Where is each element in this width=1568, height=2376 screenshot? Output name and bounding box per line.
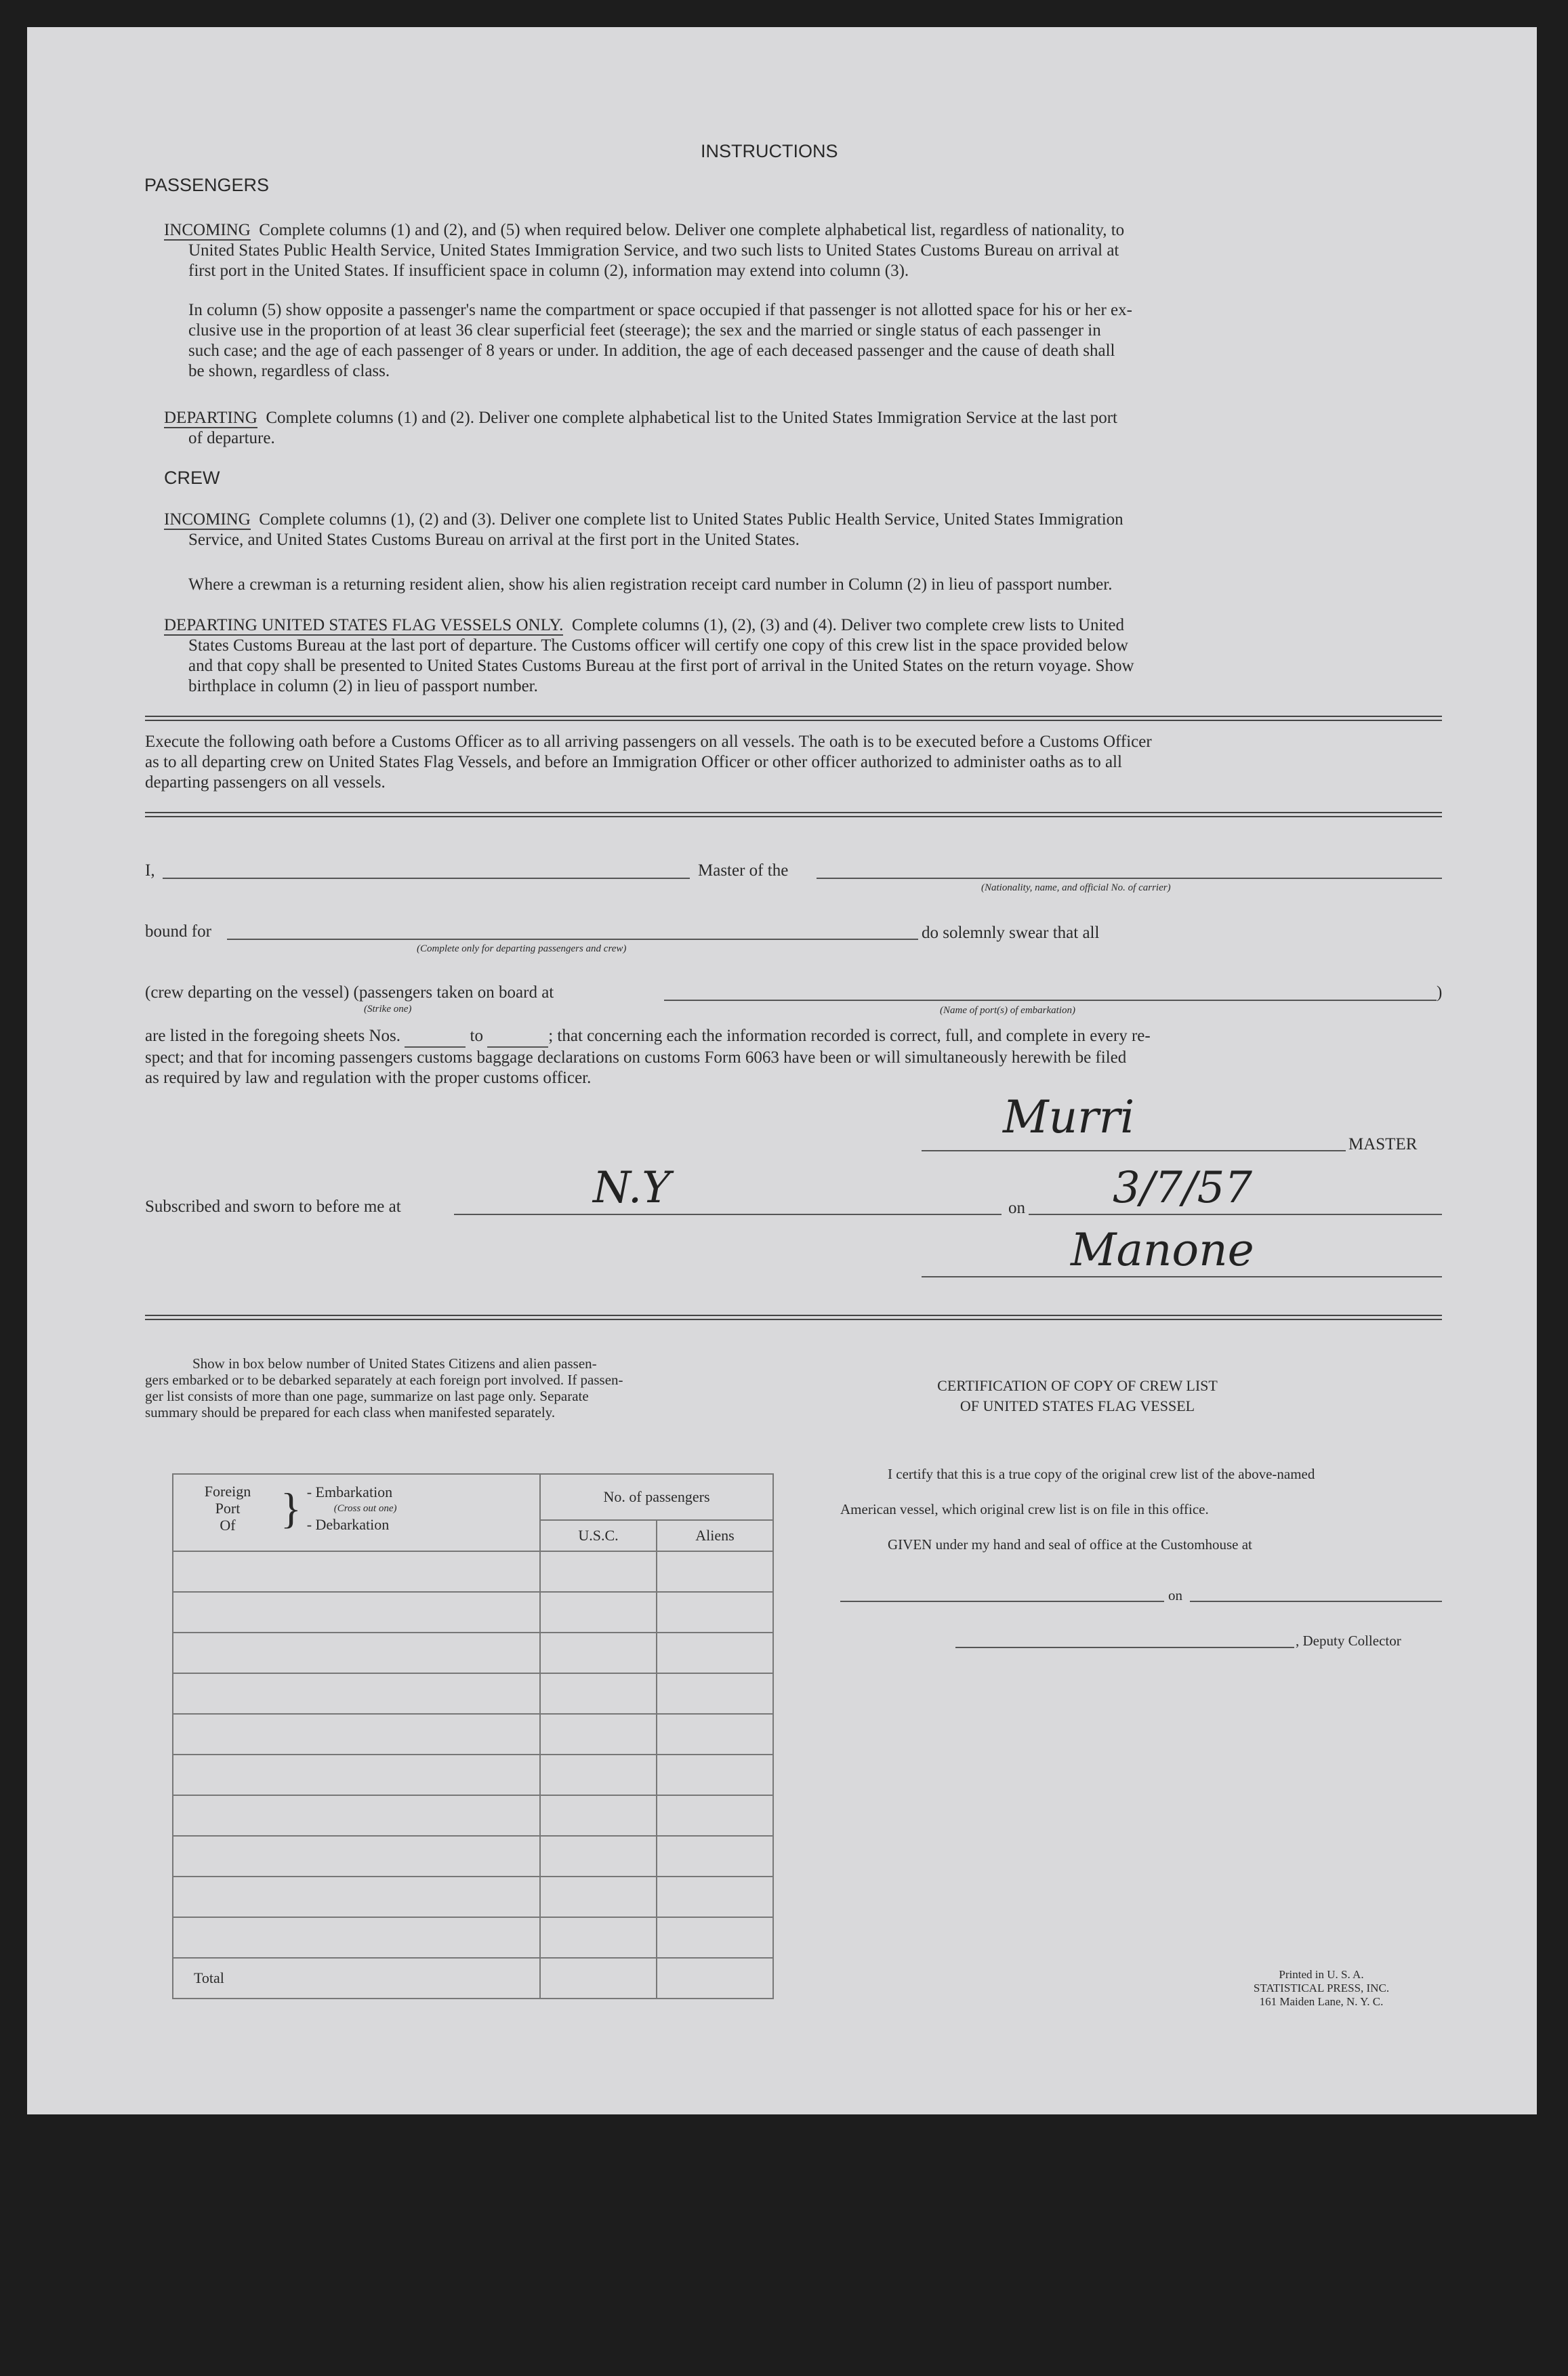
carrier-field[interactable] <box>817 878 1442 879</box>
port-cell[interactable] <box>173 1755 540 1795</box>
column5-block <box>188 300 1438 382</box>
port-cell[interactable] <box>173 1673 540 1714</box>
certification-line: American vessel, which original crew list is on file in this office. <box>840 1501 1209 1517</box>
oath-i: I, <box>145 861 155 880</box>
embarkation-port-field[interactable] <box>664 1000 1437 1001</box>
incoming-label: INCOMING <box>164 510 251 529</box>
usc-cell[interactable] <box>540 1836 657 1877</box>
usc-cell[interactable] <box>540 1551 657 1592</box>
cross-out-note: (Cross out one) <box>333 1502 397 1514</box>
deputy-signature-field[interactable] <box>955 1647 1294 1648</box>
table-row <box>173 1917 773 1958</box>
port-label: Port <box>215 1500 241 1517</box>
aliens-cell[interactable] <box>657 1877 773 1917</box>
swear-text: do solemnly swear that all <box>922 924 1100 942</box>
oath-to-label: to <box>470 1027 483 1045</box>
crew-incoming-line: Service, and United States Customs Bureau on arrival at the first port in the United States. <box>188 531 800 549</box>
usc-cell[interactable] <box>540 1795 657 1836</box>
printer-line: STATISTICAL PRESS, INC. <box>1253 1982 1390 1994</box>
oath-line: spect; and that for incoming passengers customs baggage declarations on customs Form 6063 have been or will simultaneously herewith be filed <box>145 1048 1127 1067</box>
passengers-departing-line: of departure. <box>188 429 275 447</box>
section-divider <box>145 1315 1442 1320</box>
passengers-incoming-line: United States Public Health Service, United States Immigration Service, and two such lists to United States Customs Bureau on arrival at <box>188 241 1119 260</box>
usc-cell[interactable] <box>540 1755 657 1795</box>
sworn-place-field[interactable] <box>454 1214 1002 1215</box>
departing-label: DEPARTING UNITED STATES FLAG VESSELS ONLY. <box>164 616 564 634</box>
column5-line: be shown, regardless of class. <box>188 362 390 380</box>
alien-note: Where a crewman is a returning resident alien, show his alien registration receipt card number in Column (2) in lieu of passport number. <box>188 575 1113 594</box>
customhouse-field[interactable] <box>840 1601 1164 1602</box>
strike-note: (Strike one) <box>364 1004 412 1015</box>
summary-note-line: ger list consists of more than one page, summarize on last page only. Separate <box>145 1388 589 1404</box>
port-cell[interactable] <box>173 1877 540 1917</box>
crew-incoming-line: Complete columns (1), (2) and (3). Deliver one complete list to United States Public Health Service, United States Immigration <box>259 510 1123 529</box>
officer-signature: Manone <box>1071 1224 1254 1276</box>
crew-heading: CREW <box>164 468 220 488</box>
summary-note-line: summary should be prepared for each class when manifested separately. <box>145 1404 556 1420</box>
crew-departing-line: Complete columns (1), (2), (3) and (4). Deliver two complete crew lists to United <box>571 616 1124 634</box>
table-row <box>173 1714 773 1755</box>
brace-symbol: } <box>281 1483 302 1532</box>
oath-body <box>145 1026 1442 1088</box>
port-cell[interactable] <box>173 1795 540 1836</box>
aliens-cell[interactable] <box>657 1795 773 1836</box>
passengers-incoming-line: Complete columns (1) and (2), and (5) when required below. Deliver one complete alphabetical list, regardless of nationality, to <box>259 221 1125 239</box>
usc-cell[interactable] <box>540 1917 657 1958</box>
table-total-row <box>173 1958 773 1999</box>
table-row <box>173 1592 773 1633</box>
oath-sheets-label: are listed in the foregoing sheets Nos. <box>145 1027 400 1045</box>
officer-signature-line <box>922 1276 1442 1277</box>
usc-cell[interactable] <box>540 1633 657 1673</box>
master-of-label: Master of the <box>698 861 789 880</box>
sworn-place-handwriting: N.Y <box>593 1163 671 1213</box>
sheet-from-field[interactable] <box>405 1026 466 1048</box>
aliens-cell[interactable] <box>657 1551 773 1592</box>
passengers-incoming-line: first port in the United States. If insufficient space in column (2), information may extend into column (3). <box>188 262 909 280</box>
usc-total-cell[interactable] <box>540 1958 657 1999</box>
oath-line: ; that concerning each the information recorded is correct, full, and complete in every re- <box>548 1027 1151 1045</box>
oath-intro <box>145 732 1442 793</box>
table-row <box>173 1795 773 1836</box>
aliens-cell[interactable] <box>657 1673 773 1714</box>
crew-departing-line: birthplace in column (2) in lieu of passport number. <box>188 677 538 695</box>
no-passengers-header: No. of passengers <box>540 1474 773 1520</box>
table-row <box>173 1836 773 1877</box>
master-name-field[interactable] <box>163 878 690 879</box>
certification-block <box>840 1376 1450 1416</box>
bound-for-field[interactable] <box>227 939 918 940</box>
aliens-cell[interactable] <box>657 1755 773 1795</box>
column5-line: such case; and the age of each passenger of 8 years or under. In addition, the age of each deceased passenger and the cause of death shall <box>188 342 1115 360</box>
summary-note-line: Show in box below number of United States Citizens and alien passen- <box>192 1355 597 1372</box>
foreign-port-label <box>180 1483 275 1534</box>
section-divider <box>145 716 1442 721</box>
debarkation-label[interactable]: - Debarkation <box>306 1515 390 1533</box>
port-cell[interactable] <box>173 1551 540 1592</box>
printer-imprint <box>1220 1968 1423 2009</box>
close-paren: ) <box>1437 983 1443 1002</box>
crew-departing-line: States Customs Bureau at the last port of departure. The Customs officer will certify one copy of this crew list in the space provided below <box>188 636 1128 655</box>
on-label: on <box>1008 1199 1025 1217</box>
column5-line: clusive use in the proportion of at least 36 clear superficial feet (steerage); the sex and the married or single status of each passenger in <box>188 321 1101 340</box>
usc-header: U.S.C. <box>540 1520 657 1551</box>
crew-departing-line: and that copy shall be presented to United States Customs Bureau at the first port of arrival in the United States on the return voyage. Show <box>188 657 1134 675</box>
certification-date-field[interactable] <box>1190 1601 1442 1602</box>
embark-debark-options <box>307 1484 397 1533</box>
departing-label: DEPARTING <box>164 409 257 427</box>
usc-cell[interactable] <box>540 1673 657 1714</box>
aliens-cell[interactable] <box>657 1917 773 1958</box>
oath-intro-line: departing passengers on all vessels. <box>145 773 386 792</box>
oath-line: as required by law and regulation with the proper customs officer. <box>145 1069 592 1087</box>
passengers-heading: PASSENGERS <box>144 175 270 195</box>
foreign-label: Foreign <box>204 1483 251 1500</box>
carrier-note: (Nationality, name, and official No. of carrier) <box>981 882 1171 893</box>
certification-text <box>840 1464 1443 1555</box>
bound-for-note: (Complete only for departing passengers and crew) <box>417 943 627 954</box>
passengers-departing-block <box>164 408 1438 449</box>
printer-line: 161 Maiden Lane, N. Y. C. <box>1259 1995 1384 2008</box>
sworn-date-handwriting: 3/7/57 <box>1113 1163 1252 1213</box>
port-cell[interactable] <box>173 1633 540 1673</box>
printer-line: Printed in U. S. A. <box>1279 1968 1364 1981</box>
certification-title: CERTIFICATION OF COPY OF CREW LIST <box>937 1377 1218 1394</box>
port-cell[interactable] <box>173 1836 540 1877</box>
port-cell[interactable] <box>173 1592 540 1633</box>
section-divider <box>145 812 1442 817</box>
subscribed-label: Subscribed and sworn to before me at <box>145 1197 401 1216</box>
table-row <box>173 1551 773 1592</box>
usc-cell[interactable] <box>540 1592 657 1633</box>
page-title: INSTRUCTIONS <box>701 141 838 161</box>
port-note: (Name of port(s) of embarkation) <box>940 1005 1075 1016</box>
deputy-collector-label: , Deputy Collector <box>1296 1633 1401 1649</box>
certification-line: GIVEN under my hand and seal of office at the Customhouse at <box>888 1536 1252 1553</box>
master-signature: Murri <box>1003 1091 1135 1143</box>
crew-departing-block <box>164 615 1438 697</box>
incoming-label: INCOMING <box>164 221 251 239</box>
column5-line: In column (5) show opposite a passenger's name the compartment or space occupied if that passenger is not allotted space for his or her ex- <box>188 301 1132 319</box>
bound-for-label: bound for <box>145 922 211 941</box>
port-cell[interactable] <box>173 1917 540 1958</box>
oath-intro-line: as to all departing crew on United States Flag Vessels, and before an Immigration Officer or other officer authorized to administer oaths as to all <box>145 753 1122 771</box>
crew-departing-strike: (crew departing on the vessel) (passengers taken on board at <box>145 983 554 1002</box>
table-row <box>173 1755 773 1795</box>
table-header-row <box>173 1474 773 1520</box>
aliens-cell[interactable] <box>657 1836 773 1877</box>
crew-incoming-block <box>164 510 1438 550</box>
aliens-cell[interactable] <box>657 1714 773 1755</box>
foreign-port-header <box>173 1474 540 1551</box>
certification-title: OF UNITED STATES FLAG VESSEL <box>960 1397 1195 1414</box>
summary-note <box>145 1355 782 1420</box>
summary-note-line: gers embarked or to be debarked separately at each foreign port involved. If passen- <box>145 1372 623 1388</box>
form-sheet <box>27 27 1537 2114</box>
passengers-departing-line: Complete columns (1) and (2). Deliver one complete alphabetical list to the United States Immigration Service at the last port <box>266 409 1117 427</box>
usc-cell[interactable] <box>540 1714 657 1755</box>
table-row <box>173 1633 773 1673</box>
sworn-date-field[interactable] <box>1029 1214 1442 1215</box>
table-row <box>173 1877 773 1917</box>
port-cell[interactable] <box>173 1714 540 1755</box>
embarkation-label[interactable]: - Embarkation <box>306 1483 393 1500</box>
table-row <box>173 1673 773 1714</box>
master-label: MASTER <box>1348 1135 1418 1153</box>
passenger-summary-table <box>172 1473 774 1999</box>
of-label: Of <box>220 1517 236 1534</box>
aliens-cell[interactable] <box>657 1592 773 1633</box>
certification-line: I certify that this is a true copy of the original crew list of the above-named <box>888 1466 1315 1482</box>
sheet-to-field[interactable] <box>487 1026 548 1048</box>
aliens-total-cell[interactable] <box>657 1958 773 1999</box>
oath-intro-line: Execute the following oath before a Customs Officer as to all arriving passengers on all vessels. The oath is to be executed before a Customs Officer <box>145 733 1152 751</box>
master-signature-line <box>922 1150 1346 1151</box>
total-label: Total <box>173 1958 540 1999</box>
usc-cell[interactable] <box>540 1877 657 1917</box>
aliens-header: Aliens <box>657 1520 773 1551</box>
certification-on-label: on <box>1168 1587 1182 1603</box>
aliens-cell[interactable] <box>657 1633 773 1673</box>
passengers-incoming-block <box>164 220 1438 281</box>
